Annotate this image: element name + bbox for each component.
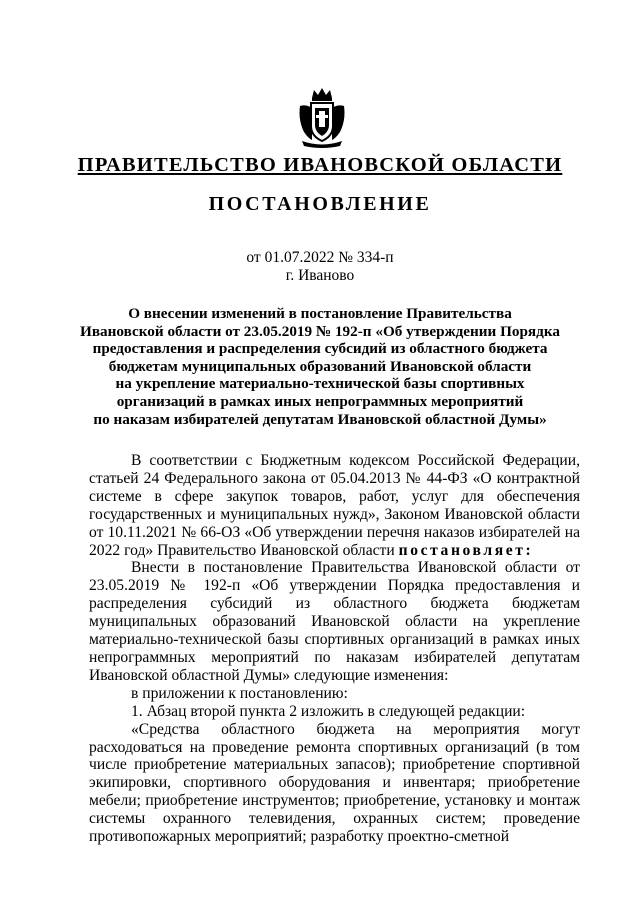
document-title [80,305,560,428]
title-line: Ивановской области от 23.05.2019 № 192-п «Об утверждении Порядка [80,322,560,340]
document-body [89,452,580,846]
title-line: на укрепление материально-технической базы спортивных [115,375,525,393]
paragraph-preamble [89,452,580,559]
city: г. Иваново [285,267,355,284]
paragraph-amend: Внести в постановление Правительства Ивановской области от 23.05.2019 № 192-п «Об утверждении Порядка предоставления и распределения субсидий из областного бюджета бюджетам муниципальных образований Ивановской области на укрепление материально-технической базы спортивных организаций в рамках иных непрограммных мероприятий по наказам избирателей депутатам Ивановской областной Думы» следующие изменения: [89,559,580,684]
paragraph-quote: «Средства областного бюджета на мероприятия могут расходоваться на проведение ремонта спортивных организаций (в том числе приобретение материальных запасов); приобретение спортивной экипировки, спортивного оборудования и инвентаря; приобретение мебели; приобретение инструментов; приобретение, установку и монтаж системы охранного телевидения, охранных систем; проведение противопожарных мероприятий; разработку проектно-сметной [89,720,580,846]
resolves-word: постановляет: [398,541,534,559]
date-number: от 01.07.2022 № 334-п [246,249,394,266]
title-line: по наказам избирателей депутатам Ивановской областной Думы» [93,410,547,428]
title-line: бюджетам муниципальных образований Ивановской области [108,357,532,375]
government-name-text: ПРАВИТЕЛЬСТВО ИВАНОВСКОЙ ОБЛАСТИ [77,154,563,176]
document-meta [0,249,640,285]
paragraph-item-1: 1. Абзац второй пункта 2 изложить в следующей редакции: [131,702,526,720]
title-line: О внесении изменений в постановление Правительства [128,305,512,322]
paragraph-appendix: в приложении к постановлению: [131,684,348,702]
preamble-text: В соответствии с Бюджетным кодексом Российской Федерации, статьей 24 Федерального закона от 05.04.2013 № 44-ФЗ «О контрактной системе в сфере закупок товаров, работ, услуг для обеспечения государственных и муниципальных нужд», Законом Ивановской области от 10.11.2021 № 66-ОЗ «Об утверждении перечня наказов избирателей на 2022 год» Правительство Ивановской области [89,452,580,559]
document-type: ПОСТАНОВЛЕНИЕ [208,193,432,215]
title-line: предоставления и распределения субсидий из областного бюджета [92,340,548,358]
coat-of-arms-icon [296,86,348,148]
government-name [0,154,640,177]
title-line: организаций в рамках иных непрограммных мероприятий [116,392,524,410]
